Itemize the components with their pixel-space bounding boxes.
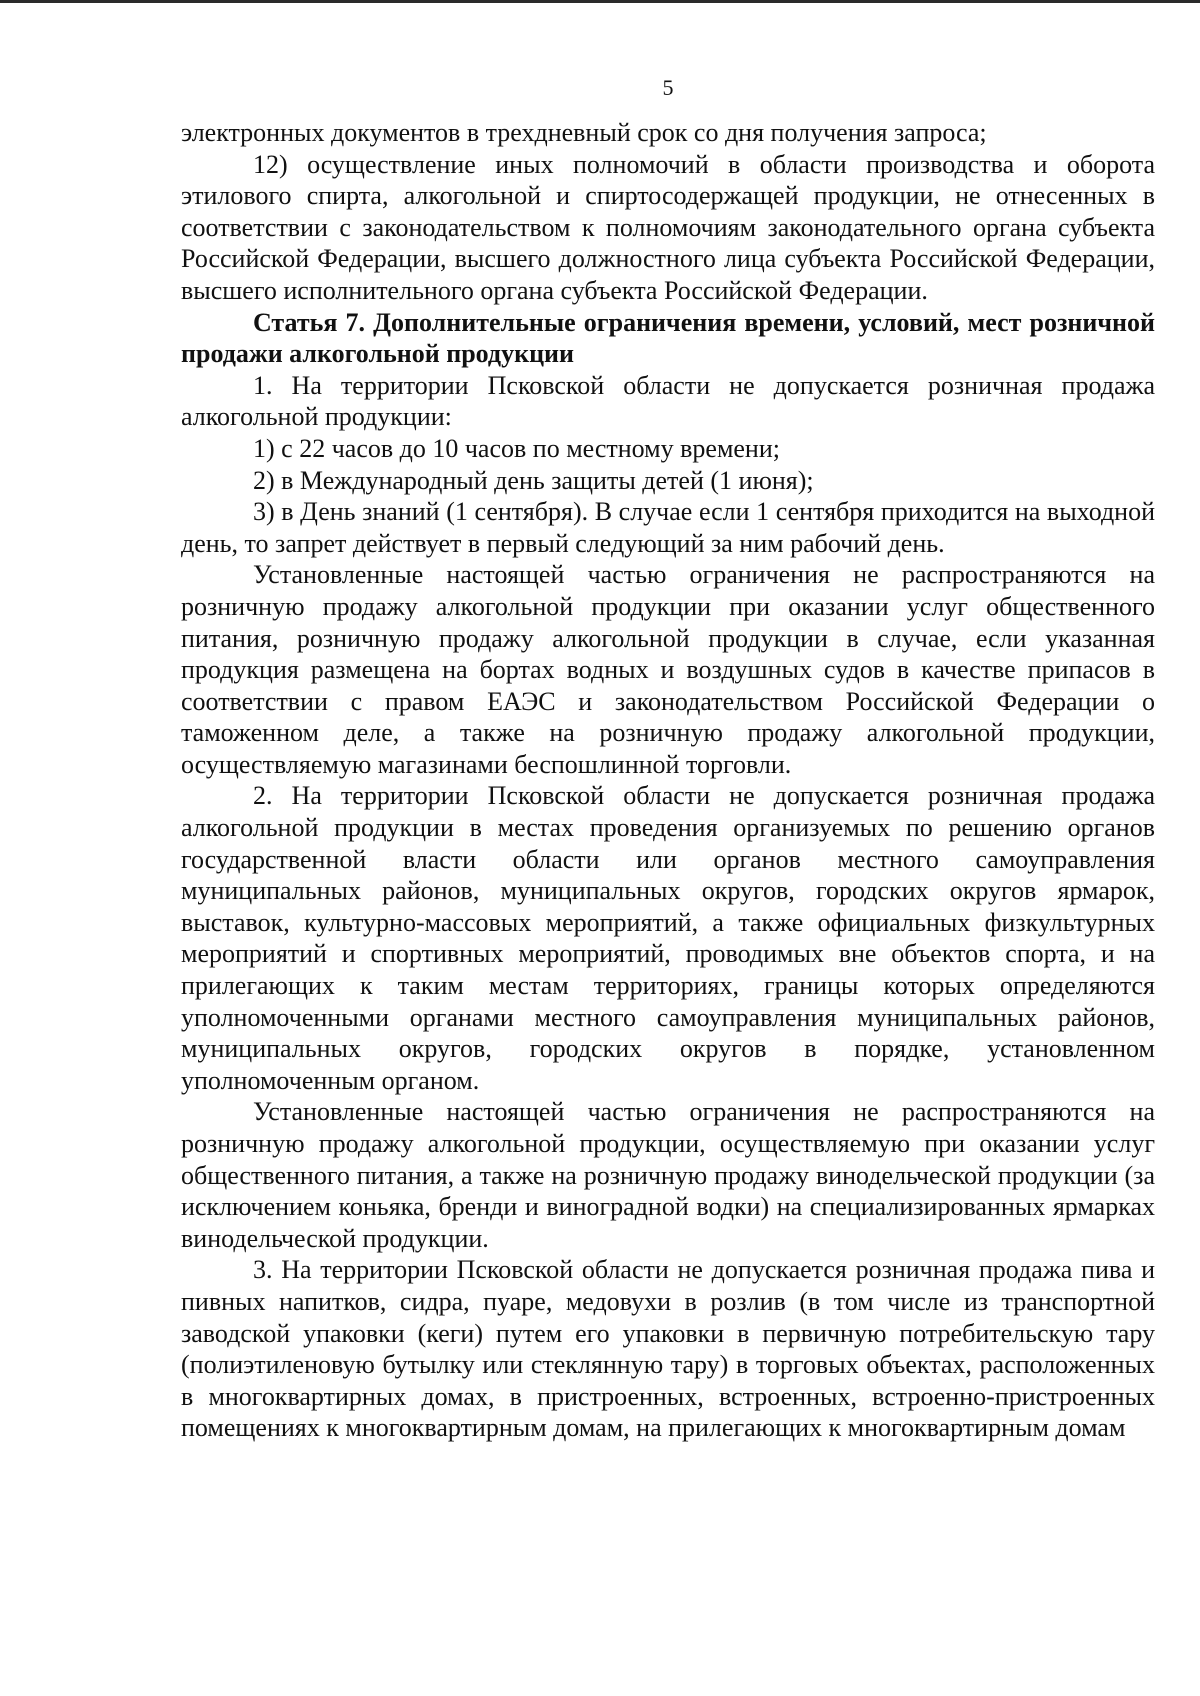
article-paragraph-part-2: 2. На территории Псковской области не допускается розничная продажа алкогольной продукции в местах проведения организуемых по решению органов государственной власти области или органов местного самоуправления муниципальных районов, муниципальных округов, городских округов ярмарок, выставок, культурно-массовых мероприятий, а также официальных физкультурных мероприятий и спортивных мероприятий, проводимых вне объектов спорта, и на прилегающих к таким местам территориях, границы которых определяются уполномоченными органами местного самоуправления муниципальных районов, муниципальных округов, городских округов в порядке, установленном уполномоченным органом. — [181, 781, 1155, 1095]
paragraph-continuation: электронных документов в трехдневный срок со дня получения запроса; — [181, 118, 987, 147]
page-number: 5 — [662, 75, 674, 100]
paragraph-item-12: 12) осуществление иных полномочий в области производства и оборота этилового спирта, алкогольной и спиртосодержащей продукции, не отнесенных в соответствии с законодательством к полномочиям законодательного органа субъекта Российской Федерации, высшего должностного лица субъекта Российской Федерации, высшего исполнительного органа субъекта Российской Федерации. — [181, 149, 1155, 305]
article-paragraph-item-3: 3) в День знаний (1 сентября). В случае если 1 сентября приходится на выходной день, то запрет действует в первый следующий за ним рабочий день. — [181, 497, 1155, 558]
article-paragraph-part-1: 1. На территории Псковской области не допускается розничная продажа алкогольной продукции: — [181, 370, 1155, 432]
article-heading: Статья 7. Дополнительные ограничения времени, условий, мест розничной продажи алкогольной продукции — [181, 307, 1155, 369]
article-paragraph-exceptions-1: Установленные настоящей частью ограничения не распространяются на розничную продажу алкогольной продукции при оказании услуг общественного питания, розничную продажу алкогольной продукции в случае, если указанная продукция размещена на бортах водных и воздушных судов в качестве припасов в соответствии с правом ЕАЭС и законодательством Российской Федерации о таможенном деле, а также на розничную продажу алкогольной продукции, осуществляемую магазинами беспошлинной торговли. — [181, 560, 1155, 779]
article-paragraph-item-1: 1) с 22 часов до 10 часов по местному времени; — [253, 433, 780, 463]
article-paragraph-item-2: 2) в Международный день защиты детей (1 июня); — [253, 465, 814, 495]
scan-top-border — [0, 0, 1200, 3]
document-body — [181, 117, 1155, 1444]
article-paragraph-part-3: 3. На территории Псковской области не допускается розничная продажа пива и пивных напитков, сидра, пуаре, медовухи в розлив (в том числе из транспортной заводской упаковки (кеги) путем его упаковки в первичную потребительскую тару (полиэтиленовую бутылку или стеклянную тару) в торговых объектах, расположенных в многоквартирных домах, в пристроенных, встроенных, встроенно-пристроенных помещениях к многоквартирным домам, на прилегающих к многоквартирным домам — [181, 1255, 1155, 1443]
article-paragraph-exceptions-2: Установленные настоящей частью ограничения не распространяются на розничную продажу алкогольной продукции, осуществляемую при оказании услуг общественного питания, а также на розничную продажу винодельческой продукции (за исключением коньяка, бренди и виноградной водки) на специализированных ярмарках винодельческой продукции. — [181, 1097, 1155, 1253]
